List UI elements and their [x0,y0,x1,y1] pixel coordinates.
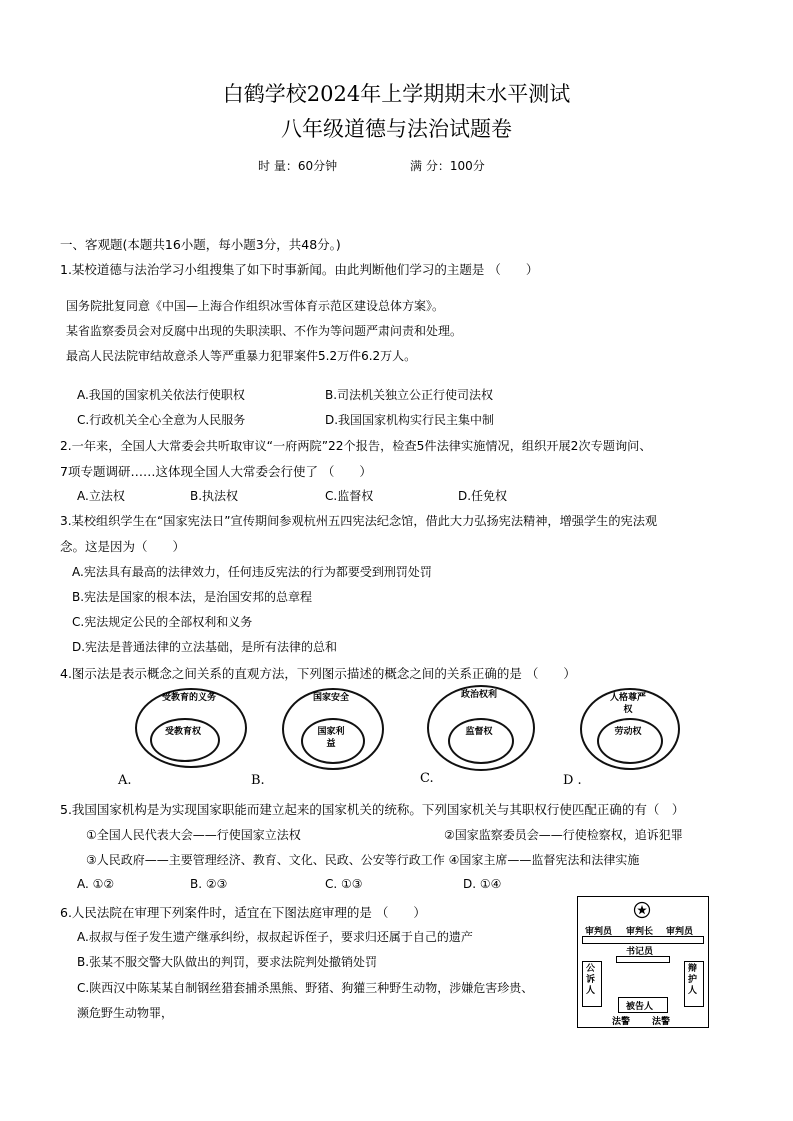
court-clerk-desk [616,956,670,963]
q3-stem-2: 念。这是因为（ ） [60,539,186,554]
q6-option-c-line2: 濒危野生动物罪， [77,1006,174,1020]
q2-option-d: D.任免权 [458,489,508,503]
diagram-c-label: C. [420,771,434,786]
q3-option-c: C.宪法规定公民的全部权利和义务 [72,615,253,629]
q3-option-b: B.宪法是国家的根本法，是治国安邦的总章程 [72,590,313,604]
exam-time: 时 量：60分钟 [258,159,338,173]
diagram-a-inner-label: 受教育权 [164,727,201,737]
court-defender: 辩护人 [688,964,698,996]
national-emblem-icon [632,901,652,919]
q2-option-a: A.立法权 [77,489,125,503]
q3-option-a: A.宪法具有最高的法律效力，任何违反宪法的行为都要受到刑罚处罚 [72,565,432,579]
diagram-d-inner-label: 劳动权 [614,727,642,737]
diagram-a-outer-label: 受教育的义务 [161,693,216,703]
diagram-a-inner-circle [150,718,220,762]
q5-item-2: ②国家监察委员会——行使检察权，追诉犯罪 [444,828,683,842]
diagram-b-inner-label: 国家利益 [317,727,345,749]
q6-option-b: B.张某不服交警大队做出的判罚，要求法院判处撤销处罚 [77,955,378,969]
q6-option-a: A.叔叔与侄子发生遗产继承纠纷，叔叔起诉侄子，要求归还属于自己的遗产 [77,930,473,944]
diagram-b-outer-label: 国家安全 [312,693,349,703]
q2-stem-1: 2.一年来，全国人大常委会共听取审议“一府两院”22个报告，检查5件法律实施情况，组织开展2次专题询问、 [60,439,652,453]
q1-option-c: C.行政机关全心全意为人民服务 [77,413,246,427]
diagram-d-outer-label: 人格尊严权 [609,693,646,715]
court-defendant: 被告人 [626,1002,654,1012]
q5-stem: 5.我国国家机构是为实现国家职能而建立起来的国家机关的统称。下列国家机关与其职权行使匹配正确的有（ ） [60,802,685,817]
court-chief-judge: 审判长 [626,927,654,937]
section-heading: 一、客观题(本题共16小题，每小题3分，共48分。) [60,237,341,252]
q2-option-b: B.执法权 [190,489,239,503]
q5-item-1: ①全国人民代表大会——行使国家立法权 [86,828,301,842]
exam-score: 满 分：100分 [410,159,485,173]
q3-stem-1: 3.某校组织学生在“国家宪法日”宣传期间参观杭州五四宪法纪念馆，借此大力弘扬宪法精神，增强学生的宪法观 [60,514,658,528]
court-bench [582,936,704,944]
q1-option-b: B.司法机关独立公正行使司法权 [325,388,494,402]
diagram-c-inner-label: 监督权 [465,727,493,737]
q4-stem: 4.图示法是表示概念之间关系的直观方法，下列图示描述的概念之间的关系正确的是 （ ） [60,666,576,681]
court-judge-left: 审判员 [585,927,613,937]
q6-stem: 6.人民法院在审理下列案件时，适宜在下图法庭审理的是 （ ） [60,905,426,920]
diagram-c-outer-label: 政治权利 [460,690,497,700]
diagram-b-label: B. [251,773,265,788]
q2-option-c: C.监督权 [325,489,374,503]
court-bailiff-left: 法警 [612,1017,631,1027]
court-bailiff-right: 法警 [652,1017,671,1027]
q2-stem-2: 7项专题调研……这体现全国人大常委会行使了 （ ） [60,464,372,479]
diagram-d-label: D . [563,773,582,788]
diagram-c-inner-circle [448,718,514,764]
court-prosecutor: 公诉人 [586,964,596,996]
q5-item-3-4: ③人民政府——主要管理经济、教育、文化、民政、公安等行政工作 ④国家主席——监督宪法和法律实施 [86,853,640,867]
q5-option-b: B. ②③ [190,877,228,891]
court-judge-right: 审判员 [666,927,694,937]
q5-option-c: C. ①③ [325,877,363,891]
q3-option-d: D.宪法是普通法律的立法基础，是所有法律的总和 [72,640,338,654]
q1-option-d: D.我国国家机构实行民主集中制 [325,413,495,427]
q1-option-a: A.我国的国家机关依法行使职权 [77,388,245,402]
diagram-a-label: A. [118,773,132,788]
q1-news-2: 某省监察委员会对反腐中出现的失职渎职、不作为等问题严肃问责和处理。 [66,324,463,338]
q1-stem: 1.某校道德与法治学习小组搜集了如下时事新闻。由此判断他们学习的主题是 （ ） [60,262,539,277]
q5-option-d: D. ①④ [463,877,502,891]
exam-subtitle: 八年级道德与法治试题卷 [281,117,512,141]
diagram-d-inner-circle [597,718,663,764]
q5-option-a: A. ①② [77,877,115,891]
q1-news-1: 国务院批复同意《中国—上海合作组织冰雪体育示范区建设总体方案》。 [66,299,445,313]
q1-news-3: 最高人民法院审结故意杀人等严重暴力犯罪案件5.2万件6.2万人。 [66,349,417,363]
courtroom-diagram [577,896,709,1028]
q6-option-c-line1: C.陕西汉中陈某某自制钢丝猎套捕杀黑熊、野猪、狗獾三种野生动物，涉嫌危害珍贵、 [77,981,534,995]
exam-title: 白鹤学校2024年上学期期末水平测试 [222,82,571,106]
court-clerk: 书记员 [626,947,654,957]
